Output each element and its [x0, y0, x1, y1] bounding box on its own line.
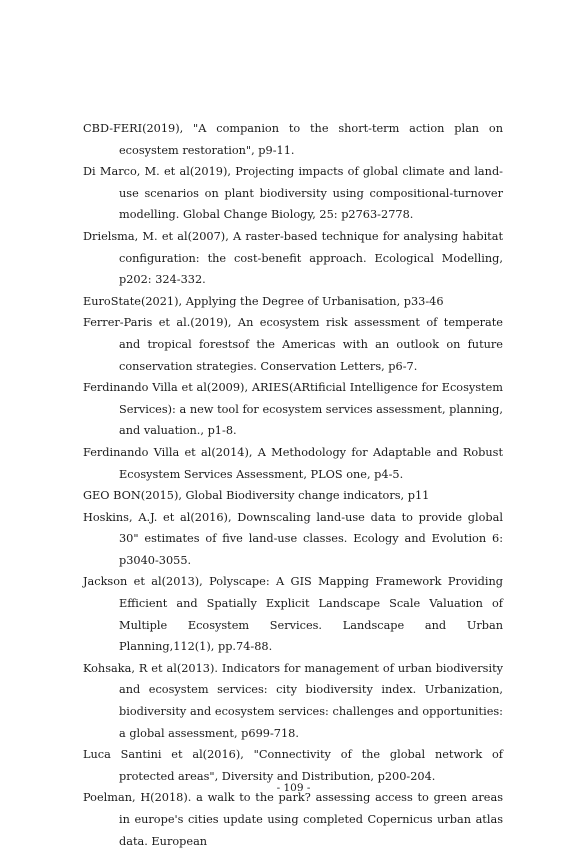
reference-entry: Drielsma, M. et al(2007), A raster-based technique for analysing habitat configuration: the cost-benefit approach. Ecological Modelling, p202: 324-332. — [83, 229, 503, 287]
page-number: - 109 - — [276, 782, 311, 794]
reference-entry: Hoskins, A.J. et al(2016), Downscaling land-use data to provide global 30" estimates of five land-use classes. Ecology and Evolution 6: p3040-3055. — [83, 510, 503, 567]
reference-entry: Poelman, H(2018). a walk to the park? assessing access to green areas in europe's cities update using completed Copernicus urban atlas data. European — [83, 791, 503, 848]
reference-entry: Ferdinando Villa et al(2014), A Methodology for Adaptable and Robust Ecosystem Services Assessment, PLOS one, p4-5. — [83, 445, 503, 481]
reference-entry: Luca Santini et al(2016), "Connectivity of the global network of protected areas", Diversity and Distribution, p200-204. — [83, 748, 503, 783]
reference-entry: Di Marco, M. et al(2019), Projecting impacts of global climate and land-use scenarios on plant biodiversity using compositional-turnover modelling. Global Change Biology, 25: p2763-2778. — [83, 165, 503, 222]
reference-entry: Ferrer-Paris et al.(2019), An ecosystem risk assessment of temperate and tropical forestsof the Americas with an outlook on future conservation strategies. Conservation Letters, p6-7. — [83, 316, 503, 373]
reference-entry: GEO BON(2015), Global Biodiversity change indicators, p11 — [83, 489, 430, 503]
reference-list — [83, 118, 503, 852]
reference-entry: EuroState(2021), Applying the Degree of Urbanisation, p33-46 — [83, 294, 444, 308]
reference-entry: Ferdinando Villa et al(2009), ARIES(ARtificial Intelligence for Ecosystem Services): a new tool for ecosystem services assessment, planning, and valuation., p1-8. — [83, 381, 503, 438]
reference-entry: Kohsaka, R et al(2013). Indicators for management of urban biodiversity and ecosystem services: city biodiversity index. Urbanization, biodiversity and ecosystem services: challenges and opportunities: a global assessment, p699-718. — [83, 661, 503, 740]
reference-entry: Jackson et al(2013), Polyscape: A GIS Mapping Framework Providing Efficient and Spatially Explicit Landscape Scale Valuation of Multiple Ecosystem Services. Landscape and Urban Planning,112(1), pp.74-88. — [83, 575, 503, 654]
reference-entry: CBD-FERI(2019), "A companion to the short-term action plan on ecosystem restoration", p9-11. — [83, 122, 503, 157]
